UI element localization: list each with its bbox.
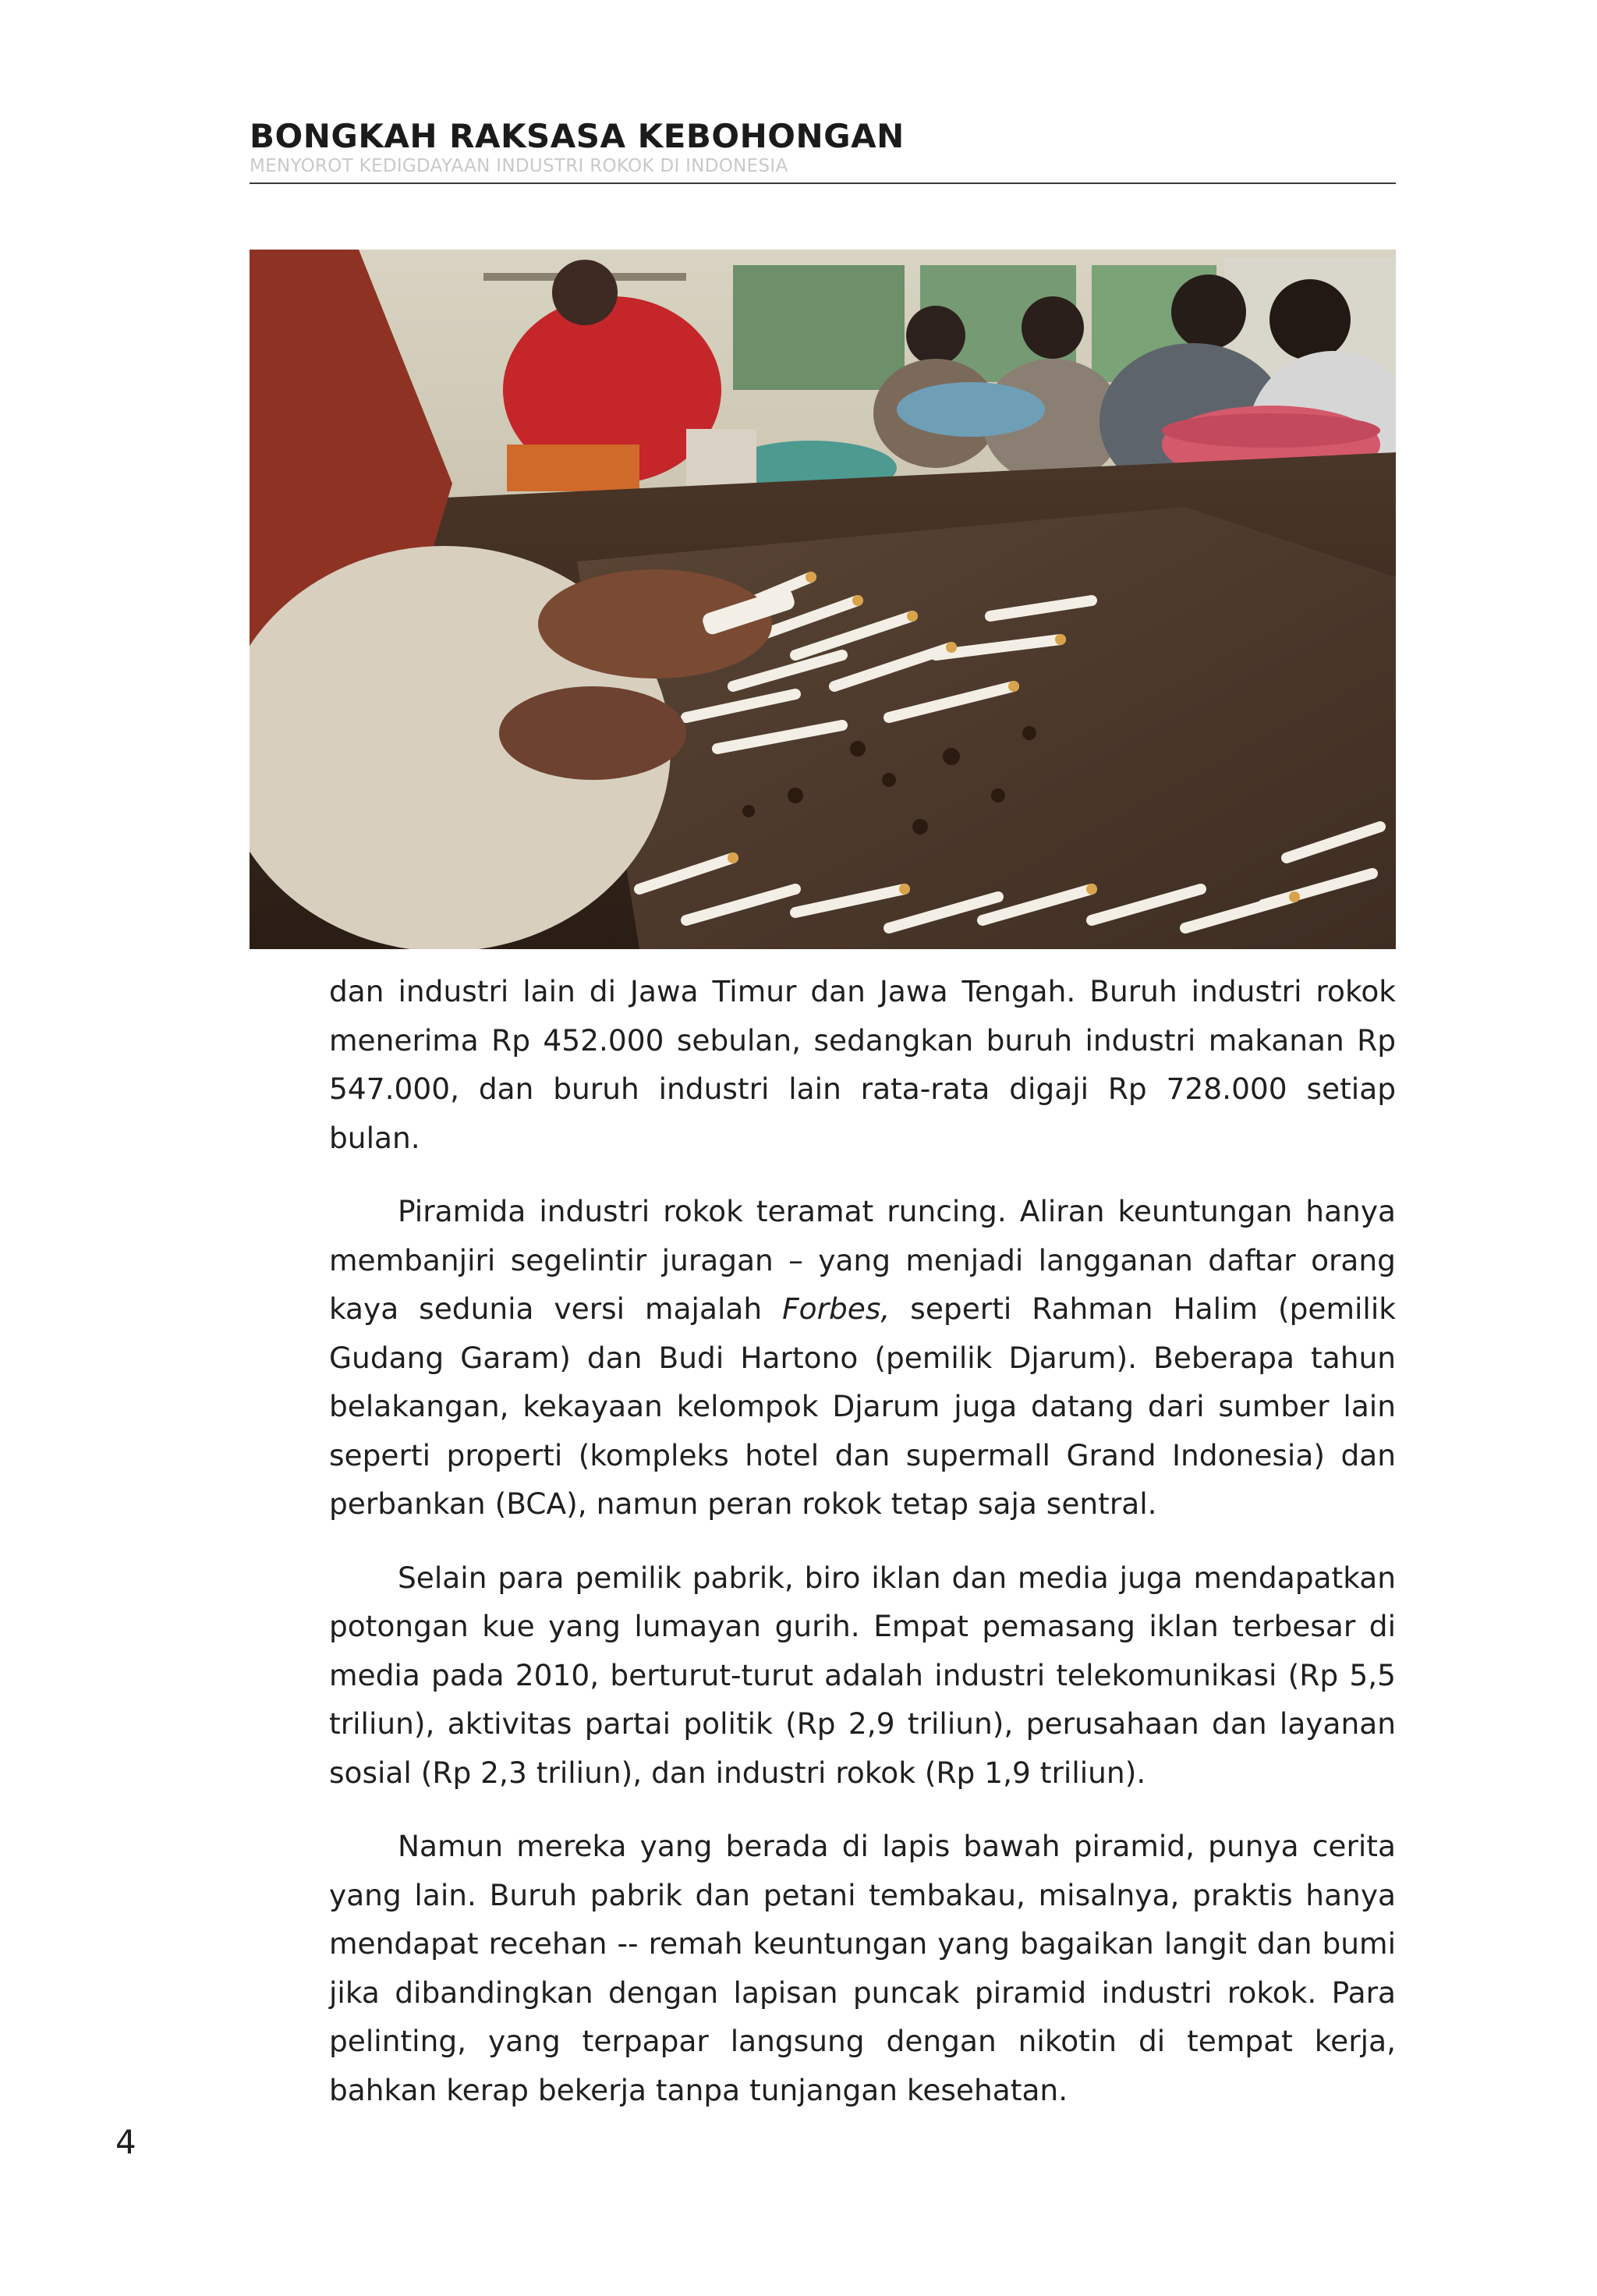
paragraph-4: Namun mereka yang berada di lapis bawah piramid, punya cerita yang lain. Buruh pabrik dan petani tembakau, misalnya, praktis hanya mendapat recehan -- remah keuntungan yang bagaikan langit dan bumi jika dibandingkan dengan lapisan puncak piramid industri rokok. Para pelinting, yang terpapar langsung dengan nikotin di tempat kerja, bahkan kerap bekerja tanpa tunjangan kesehatan. xyxy=(329,1829,1396,2107)
paragraph-3: Selain para pemilik pabrik, biro iklan dan media juga mendapatkan potongan kue yang lumayan gurih. Empat pemasang iklan terbesar di media pada 2010, berturut-turut adalah industri telekomunikasi (Rp 5,5 triliun), aktivitas partai politik (Rp 2,9 triliun), perusahaan dan layanan sosial (Rp 2,3 triliun), dan industri rokok (Rp 1,9 triliun). xyxy=(329,1560,1396,1790)
page-number: 4 xyxy=(115,2123,136,2161)
paragraph-2 xyxy=(329,1187,1396,1529)
book-title: BONGKAH RAKSASA KEBOHONGAN xyxy=(250,117,905,155)
paragraph-1: dan industri lain di Jawa Timur dan Jawa Tengah. Buruh industri rokok menerima Rp 452.000 sebulan, sedangkan buruh industri makanan Rp 547.000, dan buruh industri lain rata-rata digaji Rp 728.000 setiap bulan. xyxy=(329,974,1396,1155)
paragraph-2-text-b: seperti Rahman Halim (pemilik Gudang Garam) dan Budi Hartono (pemilik Djarum). Beberapa tahun belakangan, kekayaan kelompok Djarum juga datang dari sumber lain seperti properti (kompleks hotel dan supermall Grand Indonesia) dan perbankan (BCA), namun peran rokok tetap saja sentral. xyxy=(329,1292,1396,1521)
header-divider xyxy=(250,182,1396,184)
running-header xyxy=(250,117,1396,176)
cigarette-factory-photo xyxy=(250,250,1396,949)
book-subtitle: MENYOROT KEDIGDAYAAN INDUSTRI ROKOK DI INDONESIA xyxy=(250,156,788,176)
forbes-italic: Forbes, xyxy=(782,1292,891,1326)
paragraph-2-text-a: Piramida industri rokok teramat runcing. Aliran keuntungan hanya membanjiri segelintir juragan – yang menjadi langganan daftar orang kaya sedunia versi majalah xyxy=(329,1194,1396,1326)
article-body xyxy=(329,967,1396,2139)
